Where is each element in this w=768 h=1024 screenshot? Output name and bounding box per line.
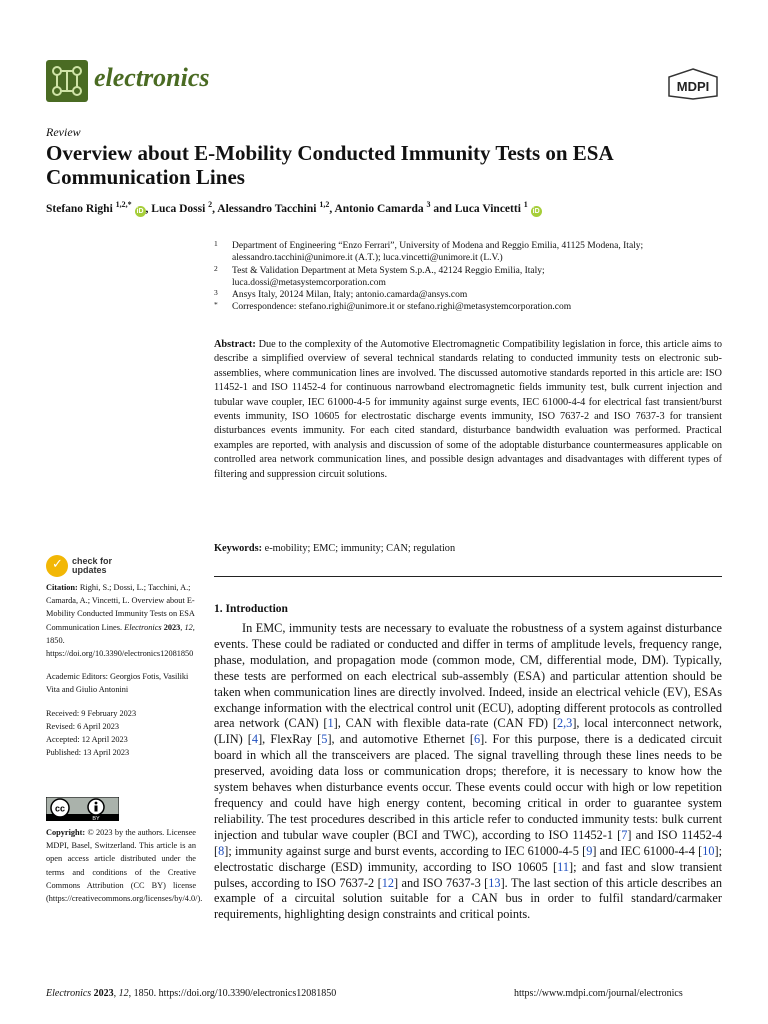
svg-text:cc: cc (54, 803, 66, 814)
reference-link[interactable]: 11 (557, 859, 569, 874)
date-revised: Revised: 6 April 2023 (46, 721, 120, 731)
citation-text: Righi, S.; Dossi, L.; Tacchini, A.; Camarda, A.; Vincetti, L. Overview about E-Mobility Conducted Immunity Tests on ESA Communication Lines. (46, 583, 195, 632)
author-affiliation-marker: 1,2,* (115, 200, 132, 209)
citation-journal: Electronics (124, 622, 162, 632)
reference-link[interactable]: 10 (702, 843, 715, 858)
author-affiliation-marker: 3 (426, 200, 431, 209)
section-heading: 1. Introduction (214, 603, 288, 615)
reference-link[interactable]: 5 (321, 732, 328, 747)
intro-text-segment: ]. The last section of this article describes an example of a circuital solution suitable for a CAN bus in order to fulfil standard/carmaker requirements, highlighting design constraints and critical points. (214, 875, 722, 922)
cc-by-license-icon[interactable] (46, 797, 119, 821)
introduction-body (214, 621, 722, 923)
intro-text-segment: ]; electrostatic discharge (ESD) immunity, according to ISO 10605 [ (214, 843, 723, 874)
citation-label: Citation: (46, 583, 78, 592)
abstract-text: Due to the complexity of the Automotive Electromagnetic Compatibility legislation in force, this article aims to describe a simplified overview of several technical standards relating to conducted immunity tests on electronic sub-assemblies, where communication lines are involved. The discussed automotive standards reported in this article are: ISO 11452-1 and ISO 11452-4 for continuous narrowband electromagnetic fields immunity test, bulk current injection and tubular wave coupler, IEC 61000-4-5 for immunity against surge events, IEC 61000-4-4 for electrical fast transient/burst events immunity, ISO 10605 for electrostatic discharge events immunity, ISO 7637-2 and ISO 7637-3 for transient disturbances events immunity. For each cited standard, disturbance bandwidth evaluation was performed. Practical examples are reported, with analysis and discussion of some of the adoptable disturbance countermeasures applicable on controlled area network communication lines, and possible design advantages and disadvantages with different types of filtering and suppression circuit solutions. (214, 339, 723, 480)
publisher-label: MDPI (676, 79, 710, 94)
author-name: Luca Vincetti (454, 202, 521, 215)
author-name: Alessandro Tacchini (217, 202, 317, 215)
date-published: Published: 13 April 2023 (46, 748, 130, 758)
author-name: Luca Dossi (151, 202, 206, 215)
citation-volume: 12 (184, 622, 193, 632)
article-type: Review (46, 125, 81, 139)
affiliation-item (214, 265, 724, 290)
citation-year: 2023 (163, 622, 181, 632)
copyright-label: Copyright: (46, 828, 86, 837)
dates-block (46, 707, 196, 760)
intro-text-segment: ] and ISO 7637-3 [ (394, 875, 489, 890)
reference-link[interactable]: 1 (327, 716, 334, 731)
copyright-text: © 2023 by the authors. Licensee MDPI, Basel, Switzerland. This article is an open access article distributed under the terms and conditions of the Creative Commons Attribution (CC BY) license (https://creativecommons.org/licenses/by/4.0/). (46, 828, 203, 904)
license-badge-label: BY (92, 816, 100, 821)
abstract-label: Abstract: (214, 339, 256, 350)
intro-text-segment: ], local interconnect network, (LIN) [ (214, 716, 722, 747)
introduction-paragraph (214, 621, 722, 923)
mdpi-logo-icon[interactable] (666, 68, 720, 100)
intro-text-segment: ] and IEC 61000-4-4 [ (592, 843, 703, 858)
reference-link[interactable]: 7 (621, 827, 628, 842)
journal-name: electronics (94, 63, 210, 92)
title-line: Overview about E-Mobility Conducted Immunity Tests on ESA (46, 141, 614, 165)
sidebar (46, 581, 196, 769)
affiliation-number: * (214, 300, 218, 310)
citation-doi[interactable]: , 1850. https://doi.org/10.3390/electronics12081850 (46, 622, 195, 659)
reference-link[interactable]: 9 (586, 843, 593, 858)
affiliation-text: Correspondence: stefano.righi@unimore.it or stefano.righi@metasystemcorporation.com (232, 302, 572, 313)
section-divider (214, 576, 722, 577)
affiliation-text: Ansys Italy, 20124 Milan, Italy; antonio.camarda@ansys.com (232, 290, 468, 301)
check-updates-line: check for (72, 556, 113, 566)
intro-text-segment: ]. For this purpose, there is a dedicated circuit board in which all the transceivers are placed. The signal travelling through these lines needs to be preserved, avoiding data loss or communication drops; therefore, it is necessary to know how the system behaves when disturbance events occur. These events could occur with high or low repetition frequency and could have high energy content, becoming critical in order to guarantee system reliability. The test procedures described in this article refer to conducted immunity tests: bulk current injection and tubular wave coupler (BCI and TWC), according to ISO 11452-1 [ (214, 732, 723, 842)
affiliation-text: alessandro.tacchini@unimore.it (A.T.); luca.vincetti@unimore.it (L.V.) (232, 253, 503, 264)
orcid-icon[interactable]: iD (532, 207, 540, 215)
reference-link[interactable]: 6 (474, 732, 481, 747)
affiliation-text: Test & Validation Department at Meta System S.p.A., 42124 Reggio Emilia, Italy; (232, 265, 545, 276)
intro-text-segment: ]; immunity against surge and burst events, according to IEC 61000-4-5 [ (224, 843, 587, 858)
academic-editors: Academic Editors: Georgios Fotis, Vasiliki Vita and Giulio Antonini (46, 672, 189, 695)
intro-text-segment: ], FlexRay [ (258, 732, 322, 747)
footer-doi[interactable]: , 1850. https://doi.org/10.3390/electronics12081850 (128, 988, 337, 999)
copyright-notice (46, 826, 203, 905)
footer-year: 2023 (93, 988, 114, 999)
check-updates-icon: ✓ (46, 555, 68, 577)
affiliation-item (214, 240, 724, 265)
footer-citation: Electronics 2023, 12, 1850. https://doi.org/10.3390/electronics12081850 (46, 988, 337, 999)
author-list: Stefano Righi $^{1,2,*}$ iD , Luca Dossi $^2$, Alessandro Tacchini $^{1,2}$, Antonio Camarda $^3$ and Luca Vincetti $^1$ iD (46, 200, 540, 215)
reference-link[interactable]: 8 (218, 843, 225, 858)
keywords-text: e-mobility; EMC; immunity; CAN; regulation (264, 543, 456, 554)
footer-volume: 12 (118, 988, 129, 999)
author-affiliation-marker: 1,2 (319, 200, 330, 209)
journal-logo-icon (46, 60, 88, 102)
author-affiliation-marker: 1 (523, 200, 528, 209)
intro-text-segment: ], CAN with flexible data-rate (CAN FD) [ (333, 716, 557, 731)
check-for-updates-badge[interactable] (46, 555, 196, 581)
author-affiliation-marker: 2 (208, 200, 213, 209)
reference-link[interactable]: 13 (488, 875, 501, 890)
affiliation-item (214, 289, 724, 301)
keywords (214, 543, 722, 554)
footer-journal: Electronics (46, 988, 92, 999)
affiliation-text: luca.dossi@metasystemcorporation.com (232, 277, 386, 288)
check-updates-line: updates (72, 565, 107, 575)
article-title (46, 141, 726, 189)
affiliation-number: 2 (214, 263, 218, 273)
footer-journal-url[interactable]: https://www.mdpi.com/journal/electronics (514, 988, 683, 999)
abstract (214, 338, 722, 482)
affiliation-number: 3 (214, 288, 218, 298)
title-line: Communication Lines (46, 165, 245, 189)
affiliation-item (214, 301, 724, 313)
author-name: Antonio Camarda (334, 202, 424, 215)
intro-text-segment: ]; and fast and slow transient pulses, according to ISO 7637-2 [ (214, 859, 722, 890)
date-received: Received: 9 February 2023 (46, 708, 137, 718)
date-accepted: Accepted: 12 April 2023 (46, 735, 128, 745)
intro-text-segment: ], and automotive Ethernet [ (327, 732, 474, 747)
keywords-label: Keywords: (214, 543, 263, 554)
intro-text-segment: In EMC, immunity tests are necessary to evaluate the robustness of a system against disturbance events. These could be radiated or conducted and differ in terms of amplitude levels, frequency range, phase, modulation, and propagation mode (common mode, CM, differential mode, DM). Typically, these tests are performed on each electrical sub-assembly (ESA) and particular attention should be taken when communication lines are directly involved. Indeed, inside an electrical vehicle (EV), ESAs exchange information with the electrical control unit (ECU), adopting different protocols as controlled area network (CAN) [ (214, 621, 722, 731)
intro-text-segment: ] and ISO 11452-4 [ (214, 827, 722, 858)
citation-block: Citation: Righi, S.; Dossi, L.; Tacchini, A.; Camarda, A.; Vincetti, L. Overview about E-Mobility Conducted Immunity Tests on ESA Communication Lines. Electronics 2023, 12, 1850. https://doi.org/10.3390/electronics12081850 (46, 583, 195, 659)
affiliations (214, 240, 724, 314)
reference-link[interactable]: 2,3 (556, 716, 573, 731)
orcid-icon[interactable]: iD (136, 207, 144, 215)
affiliation-number: 1 (214, 239, 218, 248)
author-name: Stefano Righi (46, 202, 113, 215)
reference-link[interactable]: 12 (381, 875, 394, 890)
affiliation-text: Department of Engineering “Enzo Ferrari”, University of Modena and Reggio Emilia, 41125 Modena, Italy; (232, 241, 644, 251)
reference-link[interactable]: 4 (251, 732, 259, 747)
